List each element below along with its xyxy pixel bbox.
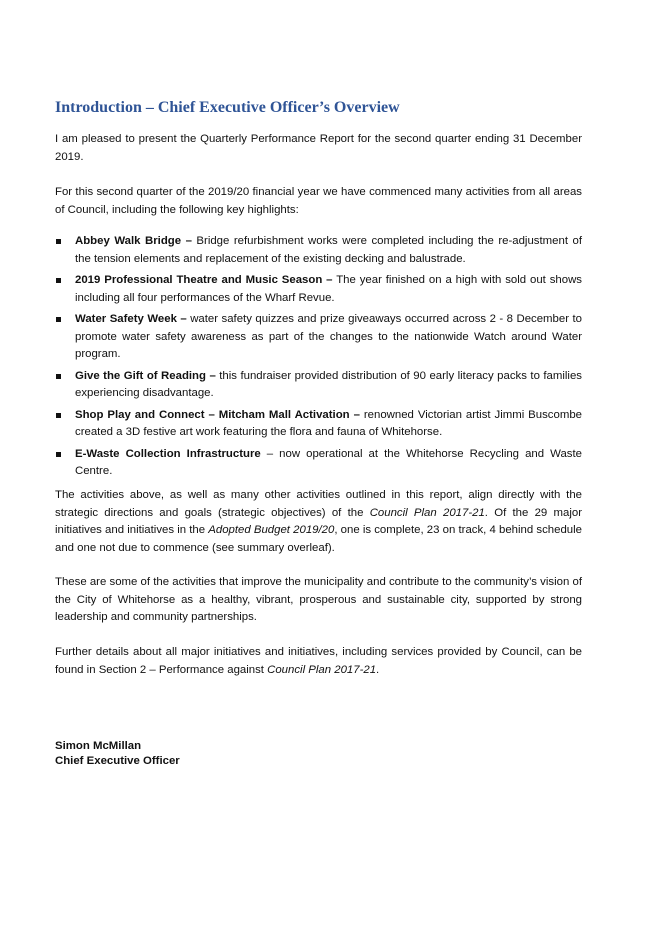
highlight-title: Give the Gift of Reading – <box>75 369 216 382</box>
highlight-title: Shop Play and Connect – Mitcham Mall Activation – <box>75 408 360 421</box>
highlight-title: Water Safety Week – <box>75 313 187 325</box>
list-item <box>55 272 582 307</box>
activities-paragraph <box>55 487 582 557</box>
signature-name: Simon McMillan <box>55 740 142 752</box>
list-item <box>55 233 582 268</box>
highlights-list <box>55 233 582 485</box>
bullet-square-icon <box>56 278 61 283</box>
details-text-2: . <box>376 663 380 676</box>
activities-text-2: . Of the 29 major initiatives and initiatives in the <box>55 506 582 536</box>
highlight-text: The year finished on a high with sold out shows including all four performances of the Wharf Revue. <box>75 274 582 304</box>
bullet-square-icon <box>56 452 61 457</box>
adopted-budget-reference: Adopted Budget 2019/20 <box>208 524 335 536</box>
highlight-text: Bridge refurbishment works were completed including the re-adjustment of the tension elements and replacement of the existing decking and balustrade. <box>75 235 582 265</box>
highlight-text: water safety quizzes and prize giveaways occurred across 2 - 8 December to promote water safety awareness as part of the changes to the nationwide Watch around Water program. <box>75 313 582 360</box>
highlight-text: this fundraiser provided distribution of 90 early literacy packs to families experiencing disadvantage. <box>75 369 582 399</box>
highlight-title: 2019 Professional Theatre and Music Season – <box>75 274 333 286</box>
page-title: Introduction – Chief Executive Officer’s Overview <box>55 99 400 116</box>
highlight-title: E-Waste Collection Infrastructure <box>75 447 261 460</box>
signature-title: Chief Executive Officer <box>55 755 180 767</box>
intro-paragraph: I am pleased to present the Quarterly Performance Report for the second quarter ending 31 December 2019. <box>55 133 582 163</box>
list-item <box>55 368 582 403</box>
council-plan-reference: Council Plan 2017-21 <box>369 506 485 519</box>
bullet-square-icon <box>56 374 61 379</box>
list-item <box>55 407 582 442</box>
details-text-1: Further details about all major initiatives and initiatives, including services provided by Council, can be found in Section 2 – Performance against <box>55 646 582 676</box>
highlights-intro-paragraph: For this second quarter of the 2019/20 financial year we have commenced many activities from all areas of Council, including the following key highlights: <box>55 186 582 216</box>
vision-paragraph: These are some of the activities that improve the municipality and contribute to the community’s vision of the City of Whitehorse as a healthy, vibrant, prosperous and sustainable city, supported by strong leadership and community partnerships. <box>55 576 582 623</box>
bullet-square-icon <box>56 317 61 322</box>
activities-text-1: The activities above, as well as many other activities outlined in this report, align directly with the strategic directions and goals (strategic objectives) of the <box>55 489 582 519</box>
bullet-square-icon <box>56 239 61 244</box>
list-item <box>55 311 582 364</box>
highlight-text: – now operational at the Whitehorse Recycling and Waste Centre. <box>75 447 582 477</box>
details-paragraph <box>55 644 582 679</box>
highlight-title: Abbey Walk Bridge – <box>75 235 192 247</box>
highlight-text: renowned Victorian artist Jimmi Buscombe created a 3D festive art work featuring the flora and fauna of Whitehorse. <box>75 408 583 438</box>
list-item <box>55 446 582 481</box>
activities-text-3: , one is complete, 23 on track, 4 behind schedule and one not due to commence (see summary overleaf). <box>55 524 582 554</box>
bullet-square-icon <box>56 413 61 418</box>
council-plan-reference: Council Plan 2017-21 <box>267 663 377 676</box>
